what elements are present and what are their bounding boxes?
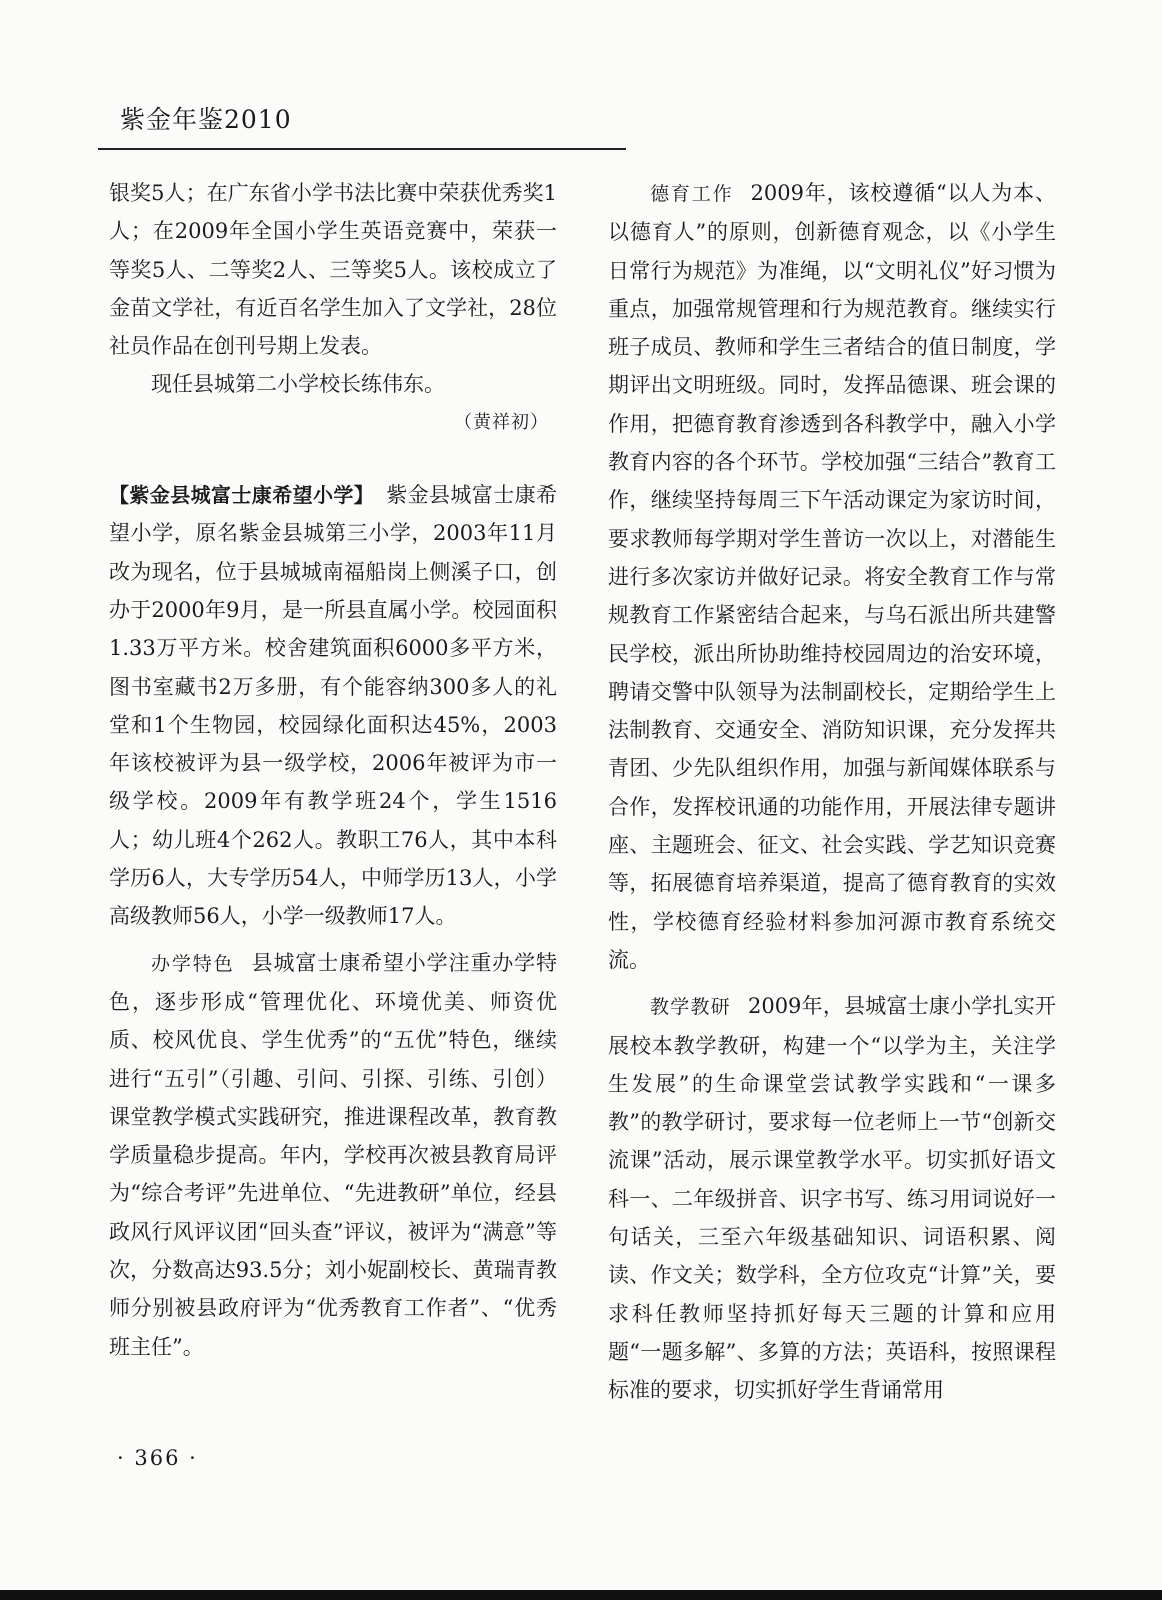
page-number: · 366 ·	[117, 1446, 198, 1470]
header-title: 紫金年鉴2010	[120, 105, 292, 134]
header-rule	[98, 148, 626, 150]
features-heading: 办学特色	[151, 952, 235, 975]
section-spacer	[109, 442, 557, 476]
teaching-research-heading: 教学教研	[650, 996, 731, 1019]
moral-education-body: 2009年，该校遵循“以人为本、以德育人”的原则，创新德育观念，以《小学生日常行为规范》为准绳，以“文明礼仪”好习惯为重点，加强常规管理和行为规范教育。继续实行班子成员、教师和学生三者结合的值日制度，学期评出文明班级。同时，发挥品德课、班会课的作用，把德育教育渗透到各科教学中，融入小学教育内容的各个环节。学校加强“三结合”教育工作，继续坚持每周三下午活动课定为家访时间，要求教师每学期对学生普访一次以上，对潜能生进行多次家访并做好记录。将安全教育工作与常规教育工作紧密结合起来，与乌石派出所共建警民学校，派出所协助维持校园周边的治安环境，聘请交警中队领导为法制副校长，定期给学生上法制教育、交通安全、消防知识课，充分发挥共青团、少先队组织作用，加强与新闻媒体联系与合作，发挥校讯通的功能作用，开展法律专题讲座、主题班会、征文、社会实践、学艺知识竞赛等，拓展德育培养渠道，提高了德育教育的实效性，学校德育经验材料参加河源市教育系统交流。	[608, 181, 1056, 972]
school-entry-paragraph	[109, 476, 557, 936]
teaching-research-paragraph	[608, 987, 1056, 1409]
teaching-research-body: 2009年，县城富士康小学扎实开展校本教学教研，构建一个“以学为主，关注学生发展”的生命课堂尝试教学实践和“一课多教”的教学研讨，要求每一位老师上一节“创新交流课”活动，展示课堂教学水平。切实抓好语文科一、二年级拼音、识字书写、练习用词说好一句话关，三至六年级基础知识、词语积累、阅读、作文关；数学科，全方位攻克“计算”关，要求科任教师坚持抓好每天三题的计算和应用题“一题多解”、多算的方法；英语科，按照课程标准的要求，切实抓好学生背诵常用	[608, 994, 1056, 1403]
moral-education-heading: 德育工作	[650, 183, 734, 205]
school-entry-title: 【紫金县城富士康希望小学】	[109, 483, 375, 508]
author-signature: （黄祥初）	[454, 411, 549, 433]
principal-note: 现任县城第二小学校长练伟东。	[151, 372, 445, 397]
right-column	[608, 174, 1056, 1410]
features-paragraph	[109, 944, 557, 1366]
continuation-paragraph: 银奖5人；在广东省小学书法比赛中荣获优秀奖1人；在2009年全国小学生英语竞赛中，荣获一等奖5人、二等奖2人、三等奖5人。该校成立了金苗文学社，有近百名学生加入了文学社，28位社员作品在创刊号期上发表。	[109, 181, 557, 359]
school-entry-body: 紫金县城富士康希望小学，原名紫金县城第三小学，2003年11月改为现名，位于县城城南福船岗上侧溪子口，创办于2000年9月，是一所县直属小学。校园面积1.33万平方米。校舍建筑面积6000多平方米，图书室藏书2万多册，有个能容纳300多人的礼堂和1个生物园，校园绿化面积达45%，2003年该校被评为县一级学校，2006年被评为市一级学校。2009年有教学班24个，学生1516人；幼儿班4个262人。教职工76人，其中本科学历6人，大专学历54人，中师学历13人，小学高级教师56人，小学一级教师17人。	[109, 483, 558, 929]
features-body: 县城富士康希望小学注重办学特色，逐步形成“管理优化、环境优美、师资优质、校风优良、学生优秀”的“五优”特色，继续进行“五引”（引趣、引问、引探、引练、引创）课堂教学模式实践研究，推进课程改革，教育教学质量稳步提高。年内，学校再次被县教育局评为“综合考评”先进单位、“先进教研”单位，经县政风行风评议团“回头查”评议，被评为“满意”等次，分数高达93.5分；刘小妮副校长、黄瑞青教师分别被县政府评为“优秀教育工作者”、“优秀班主任”。	[109, 950, 557, 1359]
left-column	[109, 174, 557, 1366]
paragraph-gap	[109, 936, 557, 944]
paragraph-gap	[608, 979, 1056, 987]
moral-education-paragraph	[608, 174, 1056, 979]
scan-bottom-edge	[0, 1590, 1162, 1600]
